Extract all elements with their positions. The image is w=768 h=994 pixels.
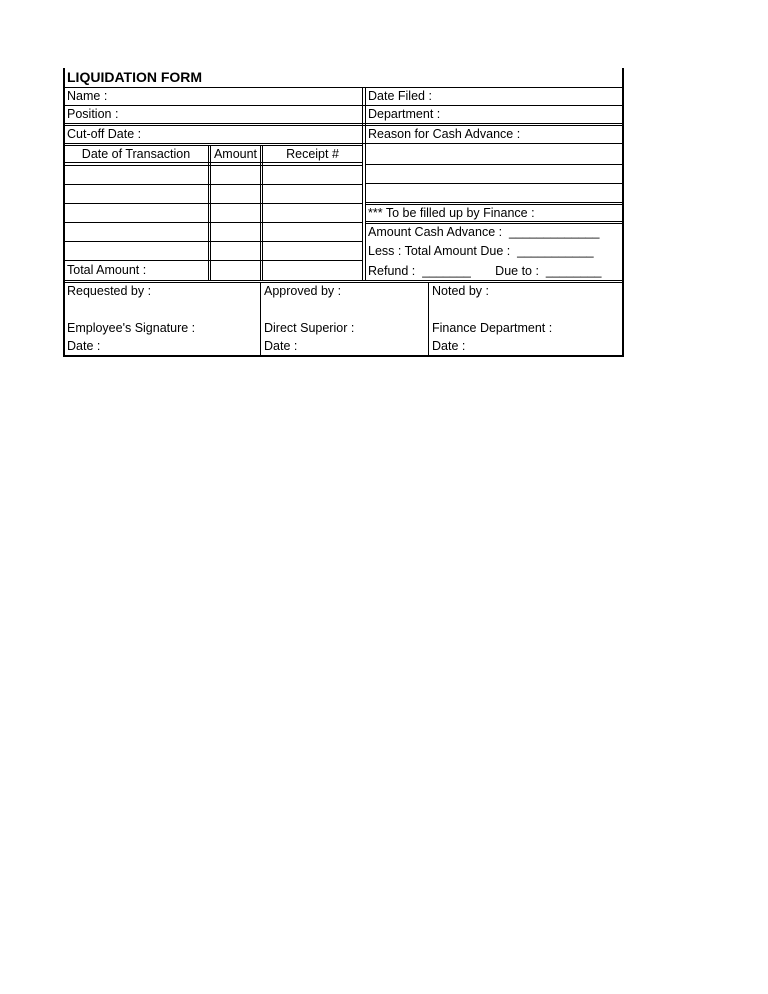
row-line (64, 105, 623, 106)
middle-divider-b (365, 87, 366, 281)
noted-by-label: Noted by : (432, 284, 489, 298)
employee-signature-label: Employee's Signature : (67, 321, 196, 335)
row-line (64, 143, 623, 144)
department-label: Department : (368, 107, 441, 121)
page-title: LIQUIDATION FORM (67, 69, 203, 85)
requested-by-label: Requested by : (67, 284, 152, 298)
signature-divider (260, 282, 261, 356)
total-amount-label: Total Amount : (67, 263, 147, 277)
form-bottom-border (63, 355, 624, 357)
less-total-label: Less : Total Amount Due : ___________ (368, 244, 594, 258)
refund-due-label: Refund : _______ Due to : ________ (368, 264, 602, 278)
row-line (366, 223, 623, 224)
position-label: Position : (67, 107, 119, 121)
form-right-border (622, 68, 624, 357)
table-header-date: Date of Transaction (81, 147, 191, 161)
table-header-amount: Amount (213, 147, 258, 161)
row-line (64, 241, 362, 242)
direct-superior-label: Direct Superior : (264, 321, 355, 335)
approved-date-label: Date : (264, 339, 298, 353)
row-line (366, 221, 623, 222)
finance-note: *** To be filled up by Finance : (368, 206, 535, 220)
row-line (64, 125, 623, 126)
col-divider (262, 145, 263, 281)
row-line (64, 184, 362, 185)
form-left-border (63, 68, 65, 357)
row-line (366, 202, 623, 203)
noted-date-label: Date : (432, 339, 466, 353)
signature-divider (428, 282, 429, 356)
approved-by-label: Approved by : (264, 284, 342, 298)
reason-label: Reason for Cash Advance : (368, 127, 521, 141)
row-line (64, 123, 623, 124)
row-line (64, 203, 362, 204)
row-line (64, 162, 362, 163)
date-filed-label: Date Filed : (368, 89, 432, 103)
middle-divider-a (362, 87, 363, 281)
row-line (64, 165, 362, 166)
row-line (64, 280, 623, 281)
row-line (64, 260, 362, 261)
name-label: Name : (67, 89, 108, 103)
row-line (366, 204, 623, 205)
row-line (366, 164, 623, 165)
finance-department-label: Finance Department : (432, 321, 553, 335)
row-line (366, 183, 623, 184)
row-line (64, 222, 362, 223)
row-line (64, 145, 362, 146)
cutoff-date-label: Cut-off Date : (67, 127, 142, 141)
cash-advance-label: Amount Cash Advance : _____________ (368, 225, 600, 239)
table-header-receipt: Receipt # (286, 147, 339, 161)
row-line (64, 87, 623, 88)
requested-date-label: Date : (67, 339, 101, 353)
col-divider (210, 145, 211, 281)
row-line (64, 282, 623, 283)
col-divider (208, 145, 209, 281)
col-divider (260, 145, 261, 281)
